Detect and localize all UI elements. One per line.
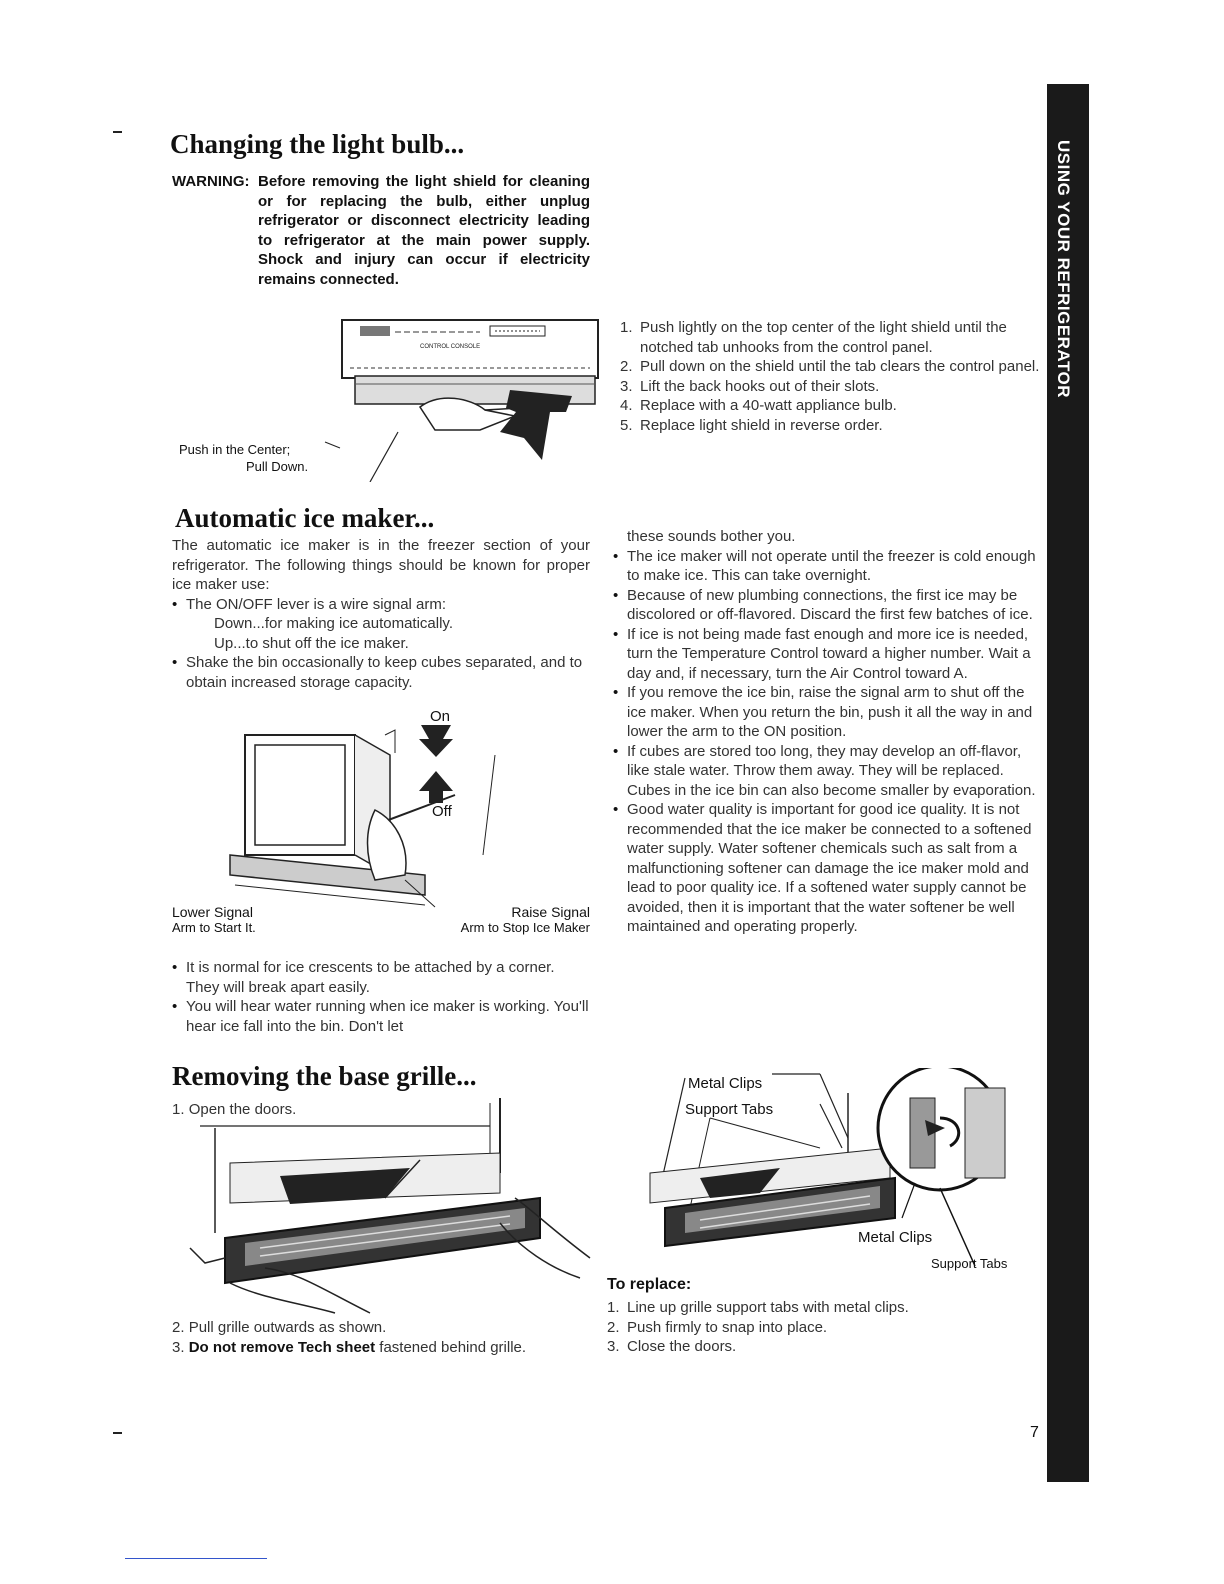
- section-title-ice-maker: Automatic ice maker...: [175, 503, 435, 533]
- light-figure-caption-2: Pull Down.: [246, 459, 309, 474]
- replace-step-3: 3. Close the doors.: [607, 1338, 737, 1355]
- light-step-2: 2. Pull down on the shield until the tab clears the control panel.: [620, 358, 1040, 375]
- light-shield-illustration: [310, 312, 610, 482]
- ice-bullet-remove-bin: • If you remove the ice bin, raise the signal arm to shut off the ice maker. When you return the bin, push it all the way in and lower the arm to the ON position.: [613, 683, 1037, 742]
- margin-mark-bottom: [113, 1432, 122, 1434]
- ice-bullet-overnight: • The ice maker will not operate until the freezer is cold enough to make ice. This can take overnight.: [613, 547, 1037, 586]
- ice-continuation: these sounds bother you.: [627, 528, 796, 545]
- ice-intro: The automatic ice maker is in the freezer section of your refrigerator. The following things should be known for proper ice maker use:: [172, 537, 590, 593]
- warning-label: WARNING:: [172, 173, 250, 190]
- ice-fig-on: On: [430, 708, 451, 725]
- ice-bullet-sounds: • You will hear water running when ice maker is working. You'll hear ice fall into the bin. Don't let: [172, 997, 590, 1036]
- light-step-5: 5. Replace light shield in reverse order.: [620, 416, 883, 434]
- label-support-tabs-top: Support Tabs: [685, 1101, 774, 1118]
- ice-bullet-lever: • The ON/OFF lever is a wire signal arm: Down...for making ice automatically. Up...to shut off the ice maker.: [172, 595, 590, 654]
- replace-steps: [607, 1298, 1027, 1357]
- ice-bullet-stale: • If cubes are stored too long, they may develop an off-flavor, like stale water. Throw them away. They will be replaced. Cubes in the ice bin can also become smaller by evaporation.: [613, 742, 1037, 801]
- ice-bullet-temperature: • If ice is not being made fast enough and more ice is needed, turn the Temperature Control toward a higher number. Wait a day and, if necessary, turn the Air Control toward A.: [613, 625, 1037, 684]
- label-support-tabs-bottom: Support Tabs: [931, 1256, 1008, 1271]
- section-title-base-grille: Removing the base grille...: [172, 1061, 477, 1091]
- ice-maker-left-column: [172, 536, 590, 692]
- light-step-1: 1. Push lightly on the top center of the light shield until the notched tab unhooks from the control panel.: [620, 319, 1007, 356]
- warning-text: Before removing the light shield for cleaning or for replacing the bulb, either unplug refrigerator or disconnect electricity leading to refrigerator at the main power supply. Shock and injury can occur if electricity remains connected.: [258, 173, 590, 288]
- footer-rule: [125, 1558, 267, 1559]
- grille-replace-illustration: [610, 1068, 1030, 1268]
- lever-up: Up...to shut off the ice maker.: [214, 634, 409, 652]
- margin-mark-top: [113, 131, 122, 133]
- ice-maker-right-column: [613, 527, 1037, 937]
- label-metal-clips-bottom: Metal Clips: [858, 1229, 933, 1246]
- ice-bullets-right: [613, 547, 1037, 937]
- light-step-4: 4. Replace with a 40-watt appliance bulb.: [620, 397, 897, 414]
- ice-bullet-shake: • Shake the bin occasionally to keep cubes separated, and to obtain increased storage capacity.: [172, 653, 590, 692]
- ice-bullet-crescents: • It is normal for ice crescents to be attached by a corner. They will break apart easily.: [172, 958, 590, 997]
- ice-fig-off: Off: [432, 803, 452, 820]
- ice-bullets-top: [172, 595, 590, 693]
- light-step-3: 3. Lift the back hooks out of their slots.: [620, 377, 880, 395]
- lever-down: Down...for making ice automatically.: [214, 615, 453, 632]
- ice-bullet-plumbing: • Because of new plumbing connections, the first ice may be discolored or off-flavored. Discard the first few batches of ice.: [613, 586, 1037, 625]
- ice-bullet-water-quality: • Good water quality is important for good ice quality. It is not recommended that the ice maker be connected to a softened water supply. Water softener chemicals such as salt from a malfunctioning softener can damage the ice maker mold and lead to poor quality ice. If a softened water supply cannot be avoided, then it is important that the water softener be well maintained and operating properly.: [613, 800, 1037, 937]
- ice-bullets-left-bottom: [172, 958, 590, 1036]
- raise-signal-caption: Raise Signal Arm to Stop Ice Maker: [460, 904, 590, 935]
- ice-maker-illustration: [225, 725, 515, 920]
- page-number: 7: [1030, 1424, 1039, 1441]
- grille-step-3: 3. Do not remove Tech sheet fastened behind grille.: [172, 1339, 527, 1356]
- light-bulb-steps: [620, 318, 1042, 435]
- control-console-label: CONTROL CONSOLE: [420, 344, 481, 350]
- replace-step-2: 2. Push firmly to snap into place.: [607, 1318, 828, 1336]
- label-metal-clips-top: Metal Clips: [688, 1075, 763, 1092]
- grille-step-1: 1. Open the doors.: [172, 1101, 297, 1118]
- light-figure-caption-1: Push in the Center;: [179, 442, 291, 457]
- lower-signal-caption: Lower Signal Arm to Start It.: [172, 904, 256, 935]
- replace-step-1: 1. Line up grille support tabs with metal clips.: [607, 1299, 909, 1316]
- grille-removal-illustration: [170, 1098, 600, 1318]
- grille-step-2: 2. Pull grille outwards as shown.: [172, 1319, 387, 1336]
- section-title-light-bulb: Changing the light bulb...: [170, 129, 465, 159]
- sidebar-label: USING YOUR REFRIGERATOR: [1054, 140, 1073, 399]
- replace-title: To replace:: [607, 1276, 692, 1293]
